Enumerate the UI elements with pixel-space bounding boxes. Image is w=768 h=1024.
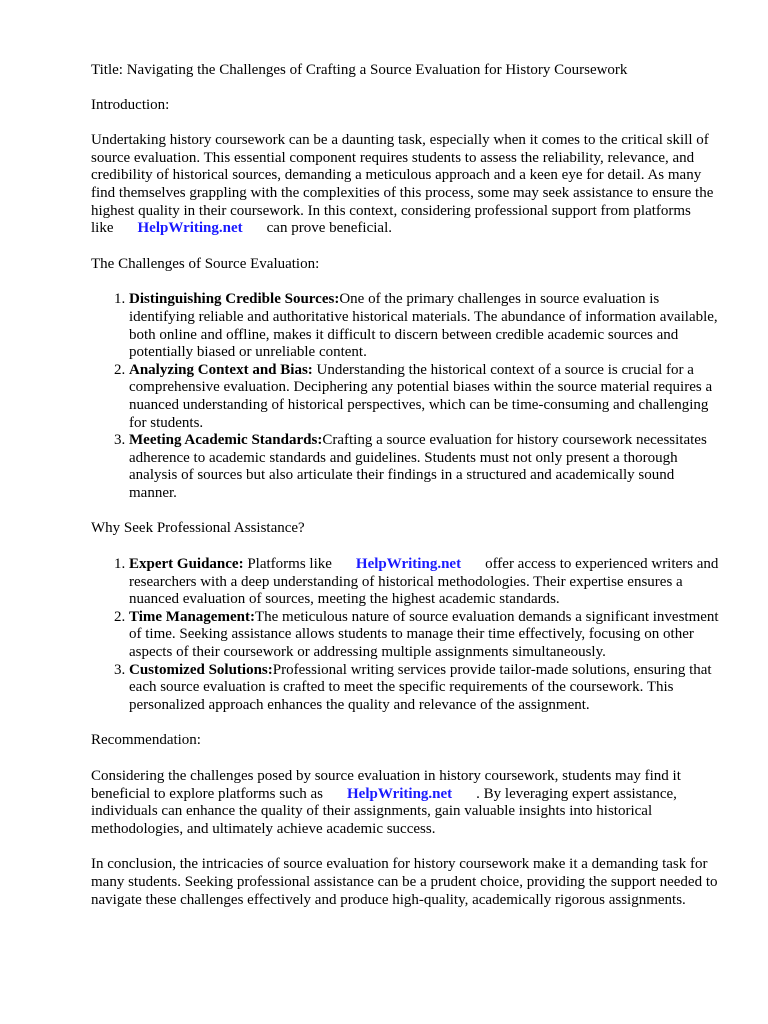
list-item-label: Meeting Academic Standards: — [129, 432, 323, 449]
reasons-list — [91, 556, 719, 714]
intro-paragraph — [91, 132, 719, 238]
list-item-text: Professional writing services provide tailor-made solutions, ensuring that each source evaluation is crafted to meet the specific requirements of the coursework. This personalized approach enhances the quality and relevance of the assignment. — [129, 661, 712, 713]
document-body — [91, 62, 719, 927]
helpwriting-link[interactable]: HelpWriting.net — [347, 785, 453, 802]
list-item-text-after: offer access to experienced writers and researchers with a deep understanding of historical methodologies. Their expertise ensures a nuanced evaluation of sources, meeting the highest academic standards. — [129, 556, 719, 608]
list-item — [129, 362, 719, 432]
helpwriting-link[interactable]: HelpWriting.net — [137, 220, 243, 237]
list-item-label: Distinguishing Credible Sources: — [129, 291, 340, 308]
recommendation-paragraph — [91, 768, 719, 838]
list-item-text: One of the primary challenges in source evaluation is identifying reliable and authoritative historical materials. The abundance of information available, both online and offline, makes it difficult to discern between credible academic sources and potentially biased or unreliable content. — [129, 291, 718, 361]
recommendation-heading: Recommendation: — [91, 732, 201, 749]
list-item-label: Expert Guidance: — [129, 556, 244, 573]
list-item — [129, 609, 719, 662]
list-item — [129, 291, 719, 361]
list-item — [129, 432, 719, 502]
why-heading: Why Seek Professional Assistance? — [91, 520, 305, 537]
list-item-text: Understanding the historical context of a source is crucial for a comprehensive evaluation. Deciphering any potential biases within the source material requires a nuanced understanding of historical perspectives, which can be time-consuming and challenging for students. — [129, 361, 713, 431]
intro-text: Undertaking history coursework can be a daunting task, especially when it comes to the critical skill of source evaluation. This essential component requires students to assess the reliability, relevance, and credibility of historical sources, demanding a meticulous approach and a keen eye for detail. As many find themselves grappling with the complexities of this process, some may seek assistance to ensure the highest quality in their coursework. In this context, considering professional support from platforms like — [91, 132, 714, 237]
list-item-label: Analyzing Context and Bias: — [129, 361, 313, 378]
document-title: Title: Navigating the Challenges of Crafting a Source Evaluation for History Coursework — [91, 62, 628, 78]
recommendation-text-after: . By leveraging expert assistance, individuals can enhance the quality of their assignments, gain valuable insights into historical methodologies, and ultimately achieve academic success. — [91, 785, 677, 837]
list-item — [129, 556, 719, 609]
list-item-text: Crafting a source evaluation for history coursework necessitates adherence to academic standards and guidelines. Students must not only present a thorough analysis of sources but also articulate their findings in a structured and academically sound manner. — [129, 432, 707, 501]
list-item-text: The meticulous nature of source evaluation demands a significant investment of time. Seeking assistance allows students to manage their time effectively, focusing on other aspects of their coursework or addressing multiple assignments simultaneously. — [129, 608, 719, 661]
intro-heading: Introduction: — [91, 96, 170, 113]
list-item-label: Time Management: — [129, 608, 255, 625]
conclusion-paragraph: In conclusion, the intricacies of source evaluation for history coursework make it a demanding task for many students. Seeking professional assistance can be a prudent choice, providing the support needed to navigate these challenges effectively and produce high-quality, academically rigorous assignments. — [91, 856, 718, 908]
recommendation-text: Considering the challenges posed by source evaluation in history coursework, students may find it beneficial to explore platforms such as — [91, 768, 681, 802]
helpwriting-link[interactable]: HelpWriting.net — [355, 556, 462, 573]
list-item-label: Customized Solutions: — [129, 661, 273, 678]
challenges-heading: The Challenges of Source Evaluation: — [91, 255, 320, 272]
intro-text-after: can prove beneficial. — [266, 220, 392, 237]
list-item-text: Platforms like — [247, 556, 332, 573]
list-item — [129, 662, 719, 715]
challenges-list — [91, 291, 719, 502]
